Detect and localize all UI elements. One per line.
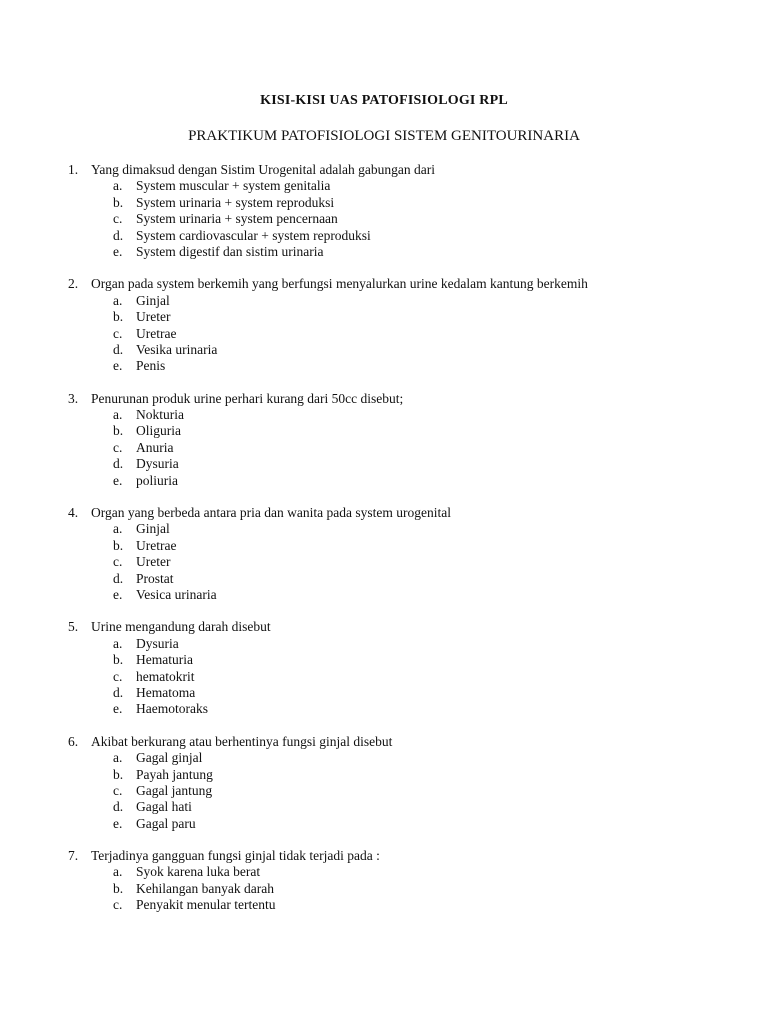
option-text: Anuria <box>136 439 174 455</box>
question-list <box>0 162 768 930</box>
option-letter: d. <box>113 227 124 243</box>
document-subtitle: PRAKTIKUM PATOFISIOLOGI SISTEM GENITOURINARIA <box>188 128 580 144</box>
option-letter: a. <box>113 864 123 880</box>
question-text: Yang dimaksud dengan Sistim Urogenital adalah gabungan dari <box>91 162 435 177</box>
question-line <box>0 734 768 750</box>
answer-option <box>0 864 768 880</box>
option-text: Haemotoraks <box>136 701 208 717</box>
option-text: Gagal paru <box>136 815 196 831</box>
answer-option <box>0 473 768 489</box>
question-item <box>0 391 768 489</box>
option-text: Dysuria <box>136 456 179 472</box>
option-letter: c. <box>113 897 123 913</box>
answer-option <box>0 881 768 897</box>
option-letter: c. <box>113 211 123 227</box>
answer-option <box>0 685 768 701</box>
answer-option <box>0 652 768 668</box>
answer-option <box>0 897 768 913</box>
option-text: System digestif dan sistim urinaria <box>136 243 324 259</box>
question-text: Terjadinya gangguan fungsi ginjal tidak terjadi pada : <box>91 848 380 864</box>
answer-option <box>0 178 768 194</box>
option-text: Vesika urinaria <box>136 341 218 357</box>
option-letter: d. <box>113 341 124 357</box>
question-item <box>0 734 768 832</box>
option-letter: d. <box>113 799 124 815</box>
option-text: Penyakit menular tertentu <box>136 897 276 913</box>
answer-option <box>0 799 768 815</box>
answer-option <box>0 554 768 570</box>
answer-option <box>0 701 768 717</box>
option-text: Syok karena luka berat <box>136 864 261 880</box>
question-line <box>0 162 768 178</box>
question-text: Urine mengandung darah disebut <box>91 619 271 635</box>
option-text: Nokturia <box>136 407 184 423</box>
option-text: Hematoma <box>136 684 196 700</box>
option-text: Hematuria <box>136 652 193 668</box>
option-text: System urinaria + system reproduksi <box>136 194 335 210</box>
option-text: System urinaria + system pencernaan <box>136 211 338 227</box>
answer-option <box>0 293 768 309</box>
option-letter: c. <box>113 325 123 341</box>
answer-option <box>0 423 768 439</box>
option-text: Ureter <box>136 309 171 325</box>
question-number: 3. <box>68 390 79 406</box>
answer-option <box>0 816 768 832</box>
option-letter: a. <box>113 750 123 766</box>
question-item <box>0 619 768 717</box>
option-letter: e. <box>113 701 123 717</box>
option-text: Gagal hati <box>136 799 192 815</box>
answer-option <box>0 669 768 685</box>
option-text: Ginjal <box>136 521 170 537</box>
option-letter: a. <box>113 292 123 308</box>
answer-option <box>0 228 768 244</box>
option-text: Gagal ginjal <box>136 750 203 766</box>
answer-option <box>0 195 768 211</box>
option-letter: e. <box>113 243 123 259</box>
option-letter: c. <box>113 782 123 798</box>
question-number: 6. <box>68 733 79 749</box>
option-letter: e. <box>113 586 123 602</box>
option-letter: a. <box>113 407 123 423</box>
option-letter: c. <box>113 668 123 684</box>
answer-option <box>0 587 768 603</box>
option-text: hematokrit <box>136 668 195 684</box>
question-item <box>0 162 768 260</box>
question-text: Penurunan produk urine perhari kurang dari 50cc disebut; <box>91 390 404 406</box>
option-letter: b. <box>113 423 124 439</box>
question-text: Akibat berkurang atau berhentinya fungsi ginjal disebut <box>91 733 393 749</box>
option-letter: a. <box>113 178 123 194</box>
option-letter: b. <box>113 309 124 325</box>
option-text: Uretrae <box>136 537 177 553</box>
question-number: 7. <box>68 848 79 864</box>
option-letter: d. <box>113 570 124 586</box>
answer-option <box>0 538 768 554</box>
question-line <box>0 391 768 407</box>
option-letter: b. <box>113 652 124 668</box>
answer-option <box>0 571 768 587</box>
option-text: Payah jantung <box>136 766 213 782</box>
answer-option <box>0 767 768 783</box>
answer-option <box>0 211 768 227</box>
answer-option <box>0 456 768 472</box>
question-line <box>0 848 768 864</box>
option-letter: b. <box>113 537 124 553</box>
option-text: poliuria <box>136 472 178 488</box>
option-text: Ginjal <box>136 292 170 308</box>
option-letter: c. <box>113 554 123 570</box>
option-letter: c. <box>113 439 123 455</box>
question-line <box>0 276 768 292</box>
option-letter: e. <box>113 815 123 831</box>
option-letter: e. <box>113 472 123 488</box>
question-line <box>0 619 768 635</box>
question-item <box>0 276 768 374</box>
option-text: Uretrae <box>136 325 177 341</box>
answer-option <box>0 440 768 456</box>
question-item <box>0 848 768 914</box>
question-number: 5. <box>68 619 79 635</box>
option-text: Gagal jantung <box>136 782 213 798</box>
answer-option <box>0 636 768 652</box>
question-number: 4. <box>68 505 79 521</box>
question-number: 2. <box>68 276 79 292</box>
answer-option <box>0 521 768 537</box>
answer-option <box>0 309 768 325</box>
option-letter: b. <box>113 194 124 210</box>
option-text: System cardiovascular + system reproduksi <box>136 227 371 243</box>
option-letter: b. <box>113 880 124 896</box>
option-text: Kehilangan banyak darah <box>136 880 274 896</box>
option-text: System muscular + system genitalia <box>136 178 331 194</box>
document-title: KISI-KISI UAS PATOFISIOLOGI RPL <box>260 93 508 108</box>
option-letter: d. <box>113 456 124 472</box>
option-text: Dysuria <box>136 635 179 651</box>
answer-option <box>0 750 768 766</box>
question-line <box>0 505 768 521</box>
option-letter: d. <box>113 684 124 700</box>
option-text: Prostat <box>136 570 174 586</box>
answer-option <box>0 342 768 358</box>
answer-option <box>0 407 768 423</box>
option-text: Vesica urinaria <box>136 586 217 602</box>
question-text: Organ pada system berkemih yang berfungsi menyalurkan urine kedalam kantung berkemih <box>91 276 588 292</box>
answer-option <box>0 783 768 799</box>
question-number: 1. <box>68 162 79 177</box>
option-letter: b. <box>113 766 124 782</box>
question-item <box>0 505 768 603</box>
answer-option <box>0 358 768 374</box>
option-text: Penis <box>136 358 166 374</box>
answer-option <box>0 244 768 260</box>
question-text: Organ yang berbeda antara pria dan wanita pada system urogenital <box>91 505 451 521</box>
answer-option <box>0 326 768 342</box>
option-text: Ureter <box>136 554 171 570</box>
option-letter: a. <box>113 521 123 537</box>
option-text: Oliguria <box>136 423 181 439</box>
option-letter: e. <box>113 358 123 374</box>
option-letter: a. <box>113 635 123 651</box>
